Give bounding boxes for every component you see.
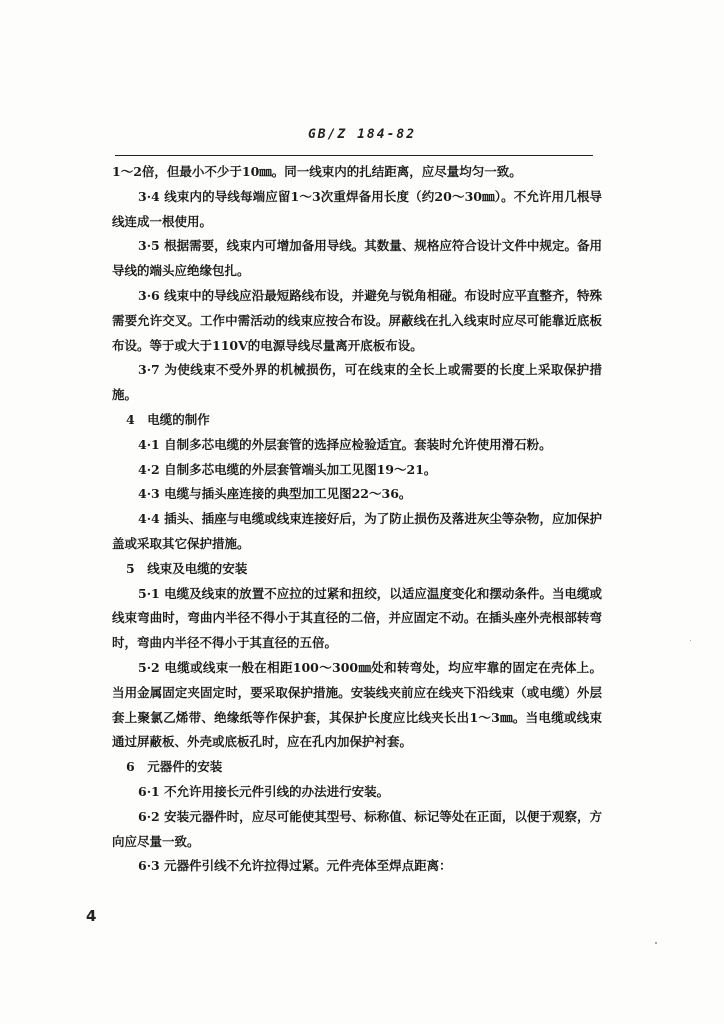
scan-speck — [655, 942, 657, 944]
clause-6-1: 6·1 不允许用接长元件引线的办法进行安装。 — [138, 783, 390, 799]
clause-3-7: 3·7 为使线束不受外界的机械损伤，可在线束的全长上或需要的长度上采取保护措施。 — [112, 362, 602, 403]
paragraph-continuation: 1～2倍，但最小不少于10㎜。同一线束内的扎结距离，应尽量均匀一致。 — [112, 164, 522, 179]
standard-code-header: GB/Z 184-82 — [307, 127, 417, 142]
section-heading-6: 6 元器件的安装 — [126, 759, 223, 775]
clause-3-5: 3·5 根据需要，线束内可增加备用导线。其数量、规格应符合设计文件中规定。备用导线的端头应绝缘包扎。 — [112, 238, 602, 279]
clause-3-4: 3·4 线束内的导线每端应留1～3次重焊备用长度（约20～30㎜）。不允许用几根导线连成一根使用。 — [112, 188, 602, 229]
clause-5-1: 5·1 电缆及线束的放置不应拉的过紧和扭绞，以适应温度变化和摆动条件。当电缆或线束弯曲时，弯曲内半径不得小于其直径的二倍，并应固定不动。在插头座外壳根部转弯时，弯曲内半径不得小于其直径的五倍。 — [112, 585, 602, 651]
section-heading-5: 5 线束及电缆的安装 — [126, 560, 248, 576]
clause-6-3: 6·3 元器件引线不允许拉得过紧。元件壳体至焊点距离： — [138, 858, 452, 874]
header-rule — [115, 155, 593, 156]
clause-6-2: 6·2 安装元器件时，应尽可能使其型号、标称值、标记等处在正面，以便于观察，方向应尽量一致。 — [112, 808, 602, 849]
clause-4-1: 4·1 自制多芯电缆的外层套管的选择应检验适宜。套装时允许使用滑石粉。 — [138, 436, 552, 452]
body-text — [112, 160, 602, 879]
clause-5-2: 5·2 电缆或线束一般在相距100～300㎜处和转弯处，均应牢靠的固定在壳体上。当用金属固定夹固定时，要采取保护措施。安装线夹前应在线夹下沿线束（或电缆）外层套上聚氯乙烯带、绝缘纸等作保护套，其保护长度应比线夹长出1～3㎜。当电缆或线束通过屏蔽板、外壳或底板孔时，应在孔内加保护衬套。 — [112, 659, 602, 750]
clause-3-6: 3·6 线束中的导线应沿最短路线布设，并避免与锐角相碰。布设时应平直整齐，特殊需要允许交叉。工作中需活动的线束应按合布设。屏蔽线在扎入线束时应尽可能靠近底板布设。等于或大于110V的电源导线尽量离开底板布设。 — [112, 287, 602, 353]
scan-speck — [690, 640, 691, 641]
clause-4-4: 4·4 插头、插座与电缆或线束连接好后，为了防止损伤及落进灰尘等杂物，应加保护盖或采取其它保护措施。 — [112, 511, 602, 551]
page-number: 4 — [86, 907, 97, 925]
clause-4-2: 4·2 自制多芯电缆的外层套管端头加工见图19～21。 — [138, 461, 437, 477]
clause-4-3: 4·3 电缆与插头座连接的典型加工见图22～36。 — [138, 486, 412, 502]
section-heading-4: 4 电缆的制作 — [126, 411, 210, 427]
